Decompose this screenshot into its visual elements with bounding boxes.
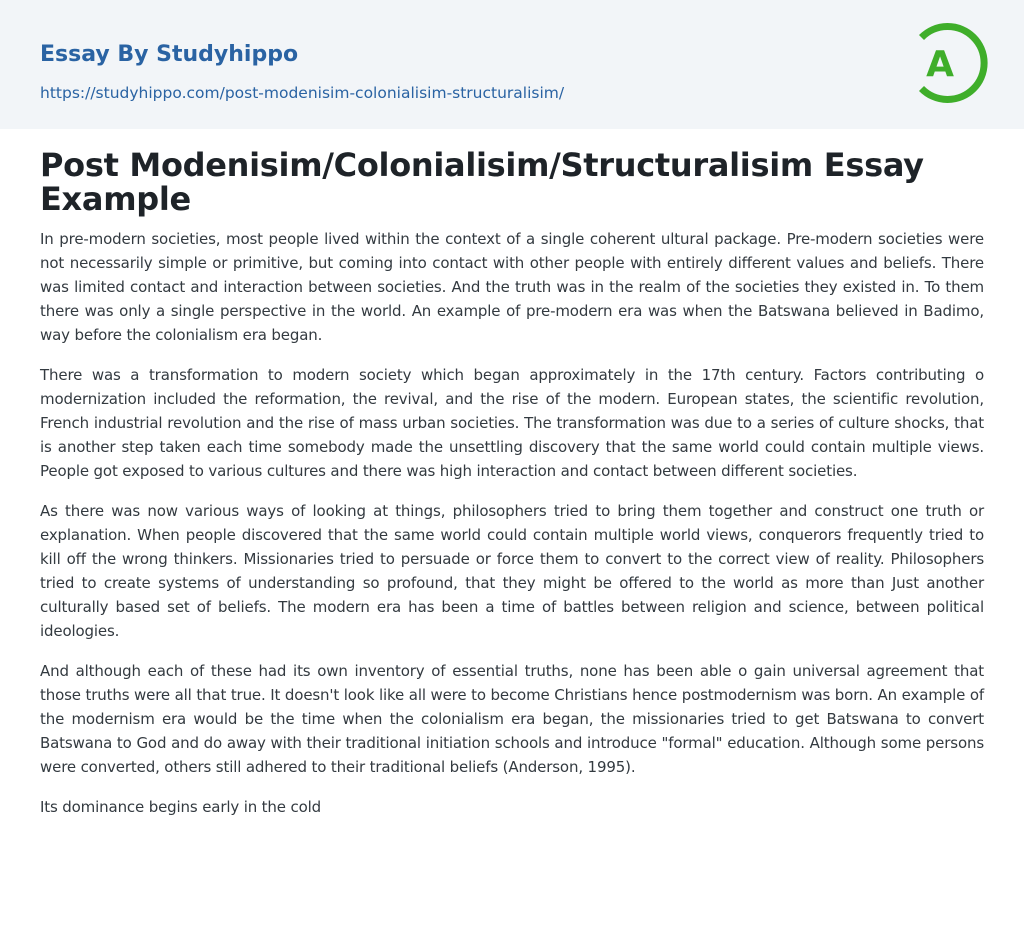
article	[40, 148, 984, 835]
article-body	[40, 227, 984, 819]
article-paragraph: Its dominance begins early in the cold	[40, 798, 321, 816]
studyhippo-logo-icon[interactable]	[912, 19, 988, 107]
article-paragraph: As there was now various ways of looking at things, philosophers tried to bring them together and construct one truth or explanation. When people discovered that the same world could contain multiple world views, conquerors frequently tried to kill off the wrong thinkers. Missionaries tried to persuade or force them to convert to the correct view of reality. Philosophers tried to create systems of understanding so profound, that they might be offered to the world as more than Just another culturally based set of beliefs. The modern era has been a time of battles between religion and science, between political ideologies.	[40, 502, 984, 640]
article-paragraph: In pre-modern societies, most people lived within the context of a single coherent ultural package. Pre-modern societies were not necessarily simple or primitive, but coming into contact with other people with entirely different values and beliefs. There was limited contact and interaction between societies. And the truth was in the realm of the societies they existed in. To them there was only a single perspective in the world. An example of pre-modern era was when the Batswana believed in Badimo, way before the colonialism era began.	[40, 230, 984, 344]
logo-letter: A	[926, 44, 954, 85]
article-title: Post Modenisim/Colonialisim/Structuralisim Essay Example	[40, 146, 924, 218]
article-paragraph: And although each of these had its own inventory of essential truths, none has been able o gain universal agreement that those truths were all that true. It doesn't look like all were to become Christians hence postmodernism was born. An example of the modernism era would be the time when the colonialism era began, the missionaries tried to get Batswana to convert Batswana to God and do away with their traditional initiation schools and introduce "formal" education. Although some persons were converted, others still adhered to their traditional beliefs (Anderson, 1995).	[40, 662, 984, 776]
site-header	[0, 0, 1024, 129]
site-brand[interactable]: Essay By Studyhippo	[40, 42, 299, 67]
article-paragraph: There was a transformation to modern society which began approximately in the 17th century. Factors contributing o modernization included the reformation, the revival, and the rise of the modern. European states, the scientific revolution, French industrial revolution and the rise of mass urban societies. The transformation was due to a series of culture shocks, that is another step taken each time somebody made the unsettling discovery that the same world could contain multiple views. People got exposed to various cultures and there was high interaction and contact between different societies.	[40, 366, 984, 480]
source-url-link[interactable]: https://studyhippo.com/post-modenisim-colonialisim-structuralisim/	[40, 84, 565, 102]
